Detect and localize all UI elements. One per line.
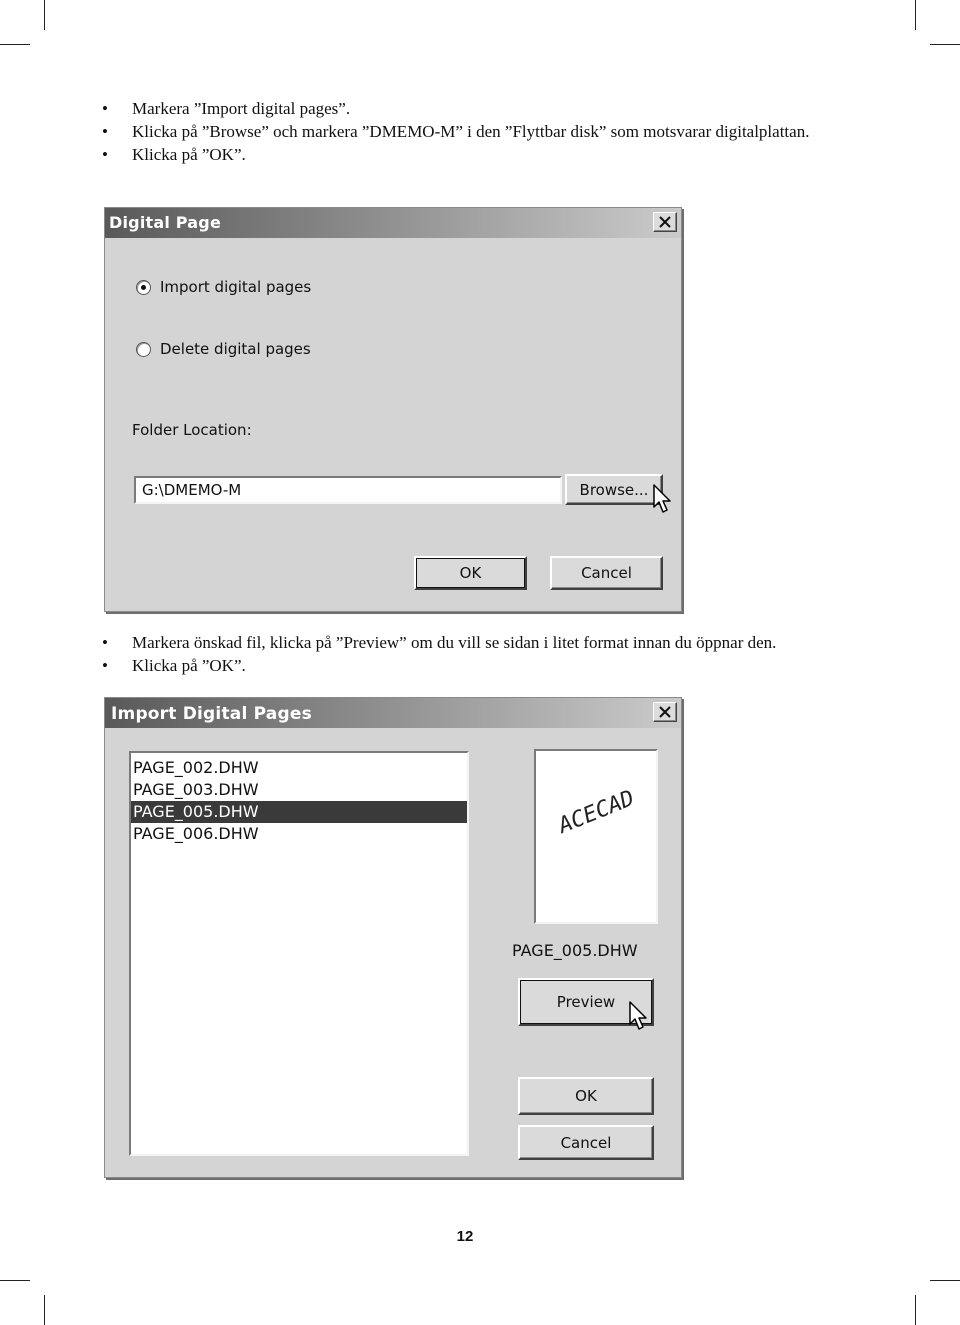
- list-item[interactable]: PAGE_003.DHW: [133, 780, 259, 799]
- file-list[interactable]: [129, 751, 469, 1156]
- ok-button-label: OK: [459, 564, 482, 582]
- browse-button-label: Browse...: [579, 480, 649, 499]
- crop-mark: [930, 44, 960, 45]
- close-button[interactable]: [653, 702, 677, 722]
- titlebar: [105, 208, 681, 238]
- radio-delete-digital-pages[interactable]: [136, 340, 311, 358]
- cancel-button-label: Cancel: [581, 564, 632, 582]
- instruction-list-top: [102, 97, 822, 166]
- instruction-item: • Markera ”Import digital pages”.: [102, 97, 822, 120]
- radio-label: Import digital pages: [160, 278, 312, 296]
- preview-thumbnail: [534, 749, 658, 924]
- preview-button-label: Preview: [556, 993, 616, 1011]
- crop-mark: [44, 0, 45, 30]
- preview-filename: PAGE_005.DHW: [512, 941, 638, 960]
- list-item[interactable]: PAGE_002.DHW: [133, 758, 259, 777]
- dialog-title: Import Digital Pages: [111, 704, 312, 724]
- handwritten-preview-image: [536, 751, 656, 922]
- cancel-button[interactable]: [550, 556, 663, 590]
- crop-mark: [930, 1280, 960, 1281]
- instruction-item: • Klicka på ”OK”.: [102, 143, 822, 166]
- radio-label: Delete digital pages: [160, 340, 311, 358]
- mouse-pointer-icon: [653, 484, 673, 516]
- ok-button-label: OK: [575, 1087, 597, 1105]
- close-button[interactable]: [653, 212, 677, 232]
- crop-mark: [0, 44, 30, 45]
- ok-button[interactable]: [518, 1077, 654, 1115]
- list-item-selected[interactable]: PAGE_005.DHW: [131, 801, 467, 823]
- browse-button[interactable]: [565, 474, 663, 505]
- crop-mark: [915, 0, 916, 30]
- folder-location-label: Folder Location:: [132, 421, 252, 439]
- instruction-item: • Klicka på ”OK”.: [102, 654, 862, 677]
- radio-import-digital-pages[interactable]: [136, 278, 311, 296]
- import-digital-pages-dialog: [104, 697, 682, 1178]
- crop-mark: [0, 1280, 30, 1281]
- radio-button-checked[interactable]: [136, 280, 151, 295]
- close-icon: [659, 706, 671, 718]
- instruction-list-bottom: [102, 631, 862, 677]
- crop-mark: [915, 1295, 916, 1325]
- dialog-title: Digital Page: [109, 213, 222, 232]
- folder-location-input[interactable]: G:\DMEMO-M: [134, 476, 562, 504]
- mouse-pointer-icon: [629, 1001, 649, 1033]
- radio-button-unchecked[interactable]: [136, 342, 151, 357]
- titlebar: [105, 698, 681, 728]
- page-number: 12: [456, 1228, 474, 1245]
- close-icon: [659, 216, 671, 228]
- list-item[interactable]: PAGE_006.DHW: [133, 824, 259, 843]
- cancel-button-label: Cancel: [560, 1133, 612, 1152]
- cancel-button[interactable]: [518, 1125, 654, 1160]
- instruction-item: • Klicka på ”Browse” och markera ”DMEMO-M” i den ”Flyttbar disk” som motsvarar digitalplattan.: [102, 120, 822, 143]
- preview-handwriting: ACECAD: [555, 785, 639, 839]
- instruction-item: • Markera önskad fil, klicka på ”Preview” om du vill se sidan i litet format innan du öppnar den.: [102, 631, 862, 654]
- crop-mark: [44, 1295, 45, 1325]
- digital-page-dialog: [104, 207, 682, 612]
- ok-button[interactable]: [414, 556, 527, 590]
